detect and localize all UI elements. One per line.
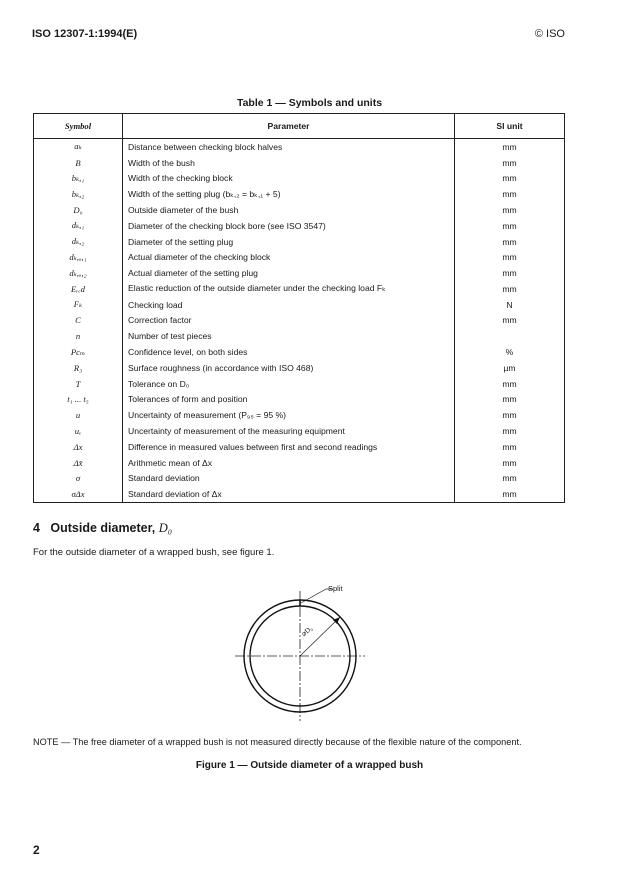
table-title: Table 1 — Symbols and units [236, 97, 383, 109]
parameter-cell: Tolerances of form and position [123, 392, 455, 408]
symbol-cell: Pcₘ [34, 344, 123, 360]
section-symbol: D₀ [158, 521, 173, 535]
parameter-cell: Number of test pieces [123, 328, 455, 344]
figure-note: NOTE — The free diameter of a wrapped bush is not measured directly because of the flexible nature of the component. [33, 737, 522, 747]
parameter-cell: Arithmetic mean of Δx [123, 455, 455, 471]
symbol-cell: Fₖ [34, 297, 123, 313]
parameter-cell: Diameter of the setting plug [123, 234, 455, 250]
unit-cell: mm [455, 470, 565, 486]
symbol-cell: u [34, 407, 123, 423]
unit-cell: mm [455, 186, 565, 202]
symbol-cell: bₖ,₁ [34, 171, 123, 187]
unit-cell: mm [455, 407, 565, 423]
unit-cell: mm [455, 139, 565, 155]
symbol-cell: bₖ,₂ [34, 186, 123, 202]
symbol-cell: σΔx [34, 486, 123, 502]
unit-cell: mm [455, 218, 565, 234]
document-standard-id: ISO 12307-1:1994(E) [32, 28, 138, 40]
section-title: Outside diameter, [50, 521, 156, 535]
parameter-cell: Confidence level, on both sides [123, 344, 455, 360]
unit-cell: mm [455, 455, 565, 471]
unit-cell: mm [455, 249, 565, 265]
parameter-cell: Standard deviation of Δx [123, 486, 455, 502]
unit-cell: mm [455, 281, 565, 297]
symbol-cell: σ [34, 470, 123, 486]
column-header-unit: SI unit [455, 114, 565, 139]
diameter-label: ⌀D₀ [299, 624, 314, 638]
parameter-cell: Distance between checking block halves [123, 139, 455, 155]
symbol-cell: dₖ,₁ [34, 218, 123, 234]
parameter-cell: Surface roughness (in accordance with ISO 468) [123, 360, 455, 376]
symbol-cell: dₖ,ₐ,₂ [34, 265, 123, 281]
column-header-parameter: Parameter [123, 114, 455, 139]
symbol-cell: B [34, 155, 123, 171]
parameter-cell: Elastic reduction of the outside diameter under the checking load Fₖ [123, 281, 455, 297]
symbol-cell: C [34, 313, 123, 329]
unit-cell: % [455, 344, 565, 360]
parameter-cell: Width of the bush [123, 155, 455, 171]
parameter-cell: Outside diameter of the bush [123, 202, 455, 218]
symbol-cell: dₖ,ₐ,₁ [34, 249, 123, 265]
parameter-cell: Difference in measured values between first and second readings [123, 439, 455, 455]
unit-cell: µm [455, 360, 565, 376]
copyright-notice: © ISO [534, 28, 565, 40]
symbol-cell: aₖ [34, 139, 123, 155]
unit-cell: mm [455, 171, 565, 187]
parameter-cell: Width of the checking block [123, 171, 455, 187]
split-leader-line [301, 589, 326, 603]
split-label: Split [328, 584, 343, 593]
parameter-cell: Standard deviation [123, 470, 455, 486]
parameter-cell: Tolerance on D₀ [123, 376, 455, 392]
parameter-cell: Uncertainty of measurement (P₉₅ = 95 %) [123, 407, 455, 423]
unit-cell: mm [455, 486, 565, 502]
unit-cell: mm [455, 423, 565, 439]
parameter-cell: Correction factor [123, 313, 455, 329]
page-number: 2 [33, 843, 40, 857]
figure-caption: Figure 1 — Outside diameter of a wrapped bush [195, 760, 424, 771]
column-header-symbol: Symbol [34, 114, 123, 139]
unit-cell: mm [455, 376, 565, 392]
symbol-cell: n [34, 328, 123, 344]
parameter-cell: Diameter of the checking block bore (see ISO 3547) [123, 218, 455, 234]
parameter-cell: Uncertainty of measurement of the measuring equipment [123, 423, 455, 439]
unit-cell: mm [455, 313, 565, 329]
unit-cell: mm [455, 202, 565, 218]
section-intro: For the outside diameter of a wrapped bush, see figure 1. [33, 547, 275, 558]
symbol-cell: T [34, 376, 123, 392]
symbol-cell: uₑ [34, 423, 123, 439]
unit-cell: mm [455, 155, 565, 171]
section-number: 4 [33, 521, 40, 535]
unit-cell: mm [455, 439, 565, 455]
symbol-cell: Δx [34, 439, 123, 455]
unit-cell: mm [455, 265, 565, 281]
symbol-cell: Δx̄ [34, 455, 123, 471]
unit-cell: mm [455, 392, 565, 408]
parameter-cell: Width of the setting plug (bₖ,₂ = bₖ,₁ + 5) [123, 186, 455, 202]
unit-cell: mm [455, 234, 565, 250]
parameter-cell: Checking load [123, 297, 455, 313]
symbol-cell: dₖ,₂ [34, 234, 123, 250]
symbol-cell: D₀ [34, 202, 123, 218]
symbol-cell: Eᵣₑd [34, 281, 123, 297]
symbol-cell: t₁ ... t₅ [34, 392, 123, 408]
parameter-cell: Actual diameter of the setting plug [123, 265, 455, 281]
parameter-cell: Actual diameter of the checking block [123, 249, 455, 265]
unit-cell: N [455, 297, 565, 313]
symbol-cell: R₃ [34, 360, 123, 376]
